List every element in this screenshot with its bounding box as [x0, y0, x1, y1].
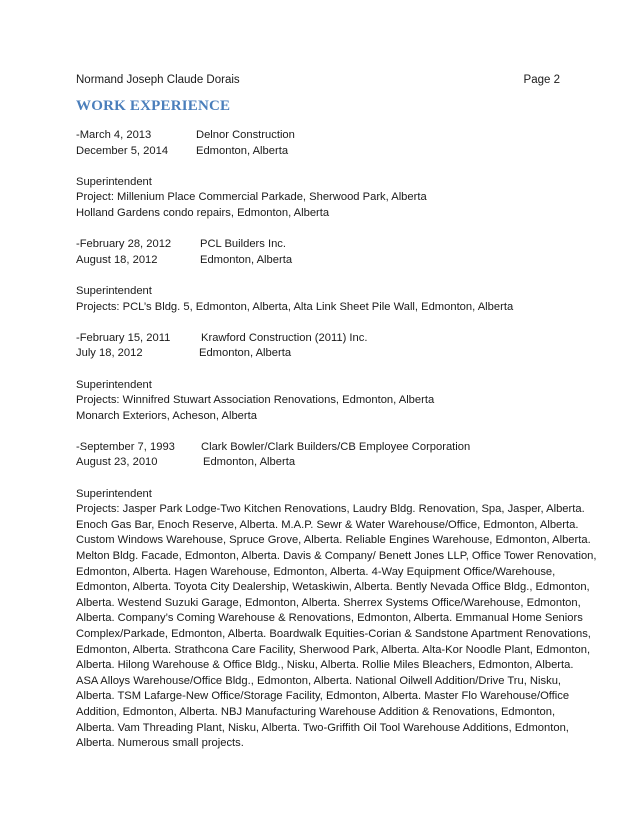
job-entry — [76, 237, 566, 315]
project-line: Edmonton, Alberta. Hagen Warehouse, Edmonton, Alberta. 4-Way Equipment Office/Warehouse, — [76, 565, 556, 578]
job-entry — [76, 331, 566, 425]
project-line: Edmonton, Alberta. Strathcona Care Facility, Sherwood Park, Alberta. Alta-Kor Noodle Plant, Edmonton, — [76, 643, 591, 656]
date-start: -February 15, 2011 — [76, 331, 171, 344]
date-end: August 18, 2012 — [76, 253, 158, 266]
project-line: Complex/Parkade, Edmonton, Alberta. Boardwalk Equities-Corian & Sandstone Apartment Renovations, — [76, 628, 591, 640]
project-line: Alberta. Westend Suzuki Garage, Edmonton, Alberta. Sherrex Systems Office/Warehouse, Edmonton, — [76, 596, 581, 609]
project-line: Projects: Winnifred Stuwart Association Renovations, Edmonton, Alberta — [76, 394, 435, 407]
project-line: Enoch Gas Bar, Enoch Reserve, Alberta. M.A.P. Sewr & Water Warehouse/Office, Edmonton, Alberta. — [76, 518, 579, 531]
project-line: Custom Windows Warehouse, Spruce Grove, Alberta. Reliable Engines Warehouse, Edmonton, Alberta. — [76, 534, 591, 547]
job-role: Superintendent — [76, 487, 152, 500]
company-name: PCL Builders Inc. — [200, 238, 287, 251]
company-location: Edmonton, Alberta — [196, 144, 289, 157]
project-line: ASA Alloys Warehouse/Office Bldg., Edmonton, Alberta. National Oilwell Addition/Drive Tru, Nisku, — [76, 674, 562, 687]
project-line: Alberta. Hilong Warehouse & Office Bldg., Nisku, Alberta. Rollie Miles Bleachers, Edmonton, Alberta. — [76, 659, 574, 672]
project-line: Alberta. TSM Lafarge-New Office/Storage Facility, Edmonton, Alberta. Master Flo Warehouse/Office — [76, 690, 570, 703]
date-row — [76, 346, 566, 362]
project-line: Projects: Jasper Park Lodge-Two Kitchen Renovations, Laudry Bldg. Renovation, Spa, Jasper, Alberta. — [76, 503, 585, 516]
project-line: Project: Millenium Place Commercial Parkade, Sherwood Park, Alberta — [76, 191, 427, 204]
date-row — [76, 440, 566, 456]
date-row — [76, 144, 566, 160]
date-row — [76, 128, 566, 144]
date-end: July 18, 2012 — [76, 347, 143, 360]
project-line: Alberta. Numerous small projects. — [76, 737, 244, 750]
company-name: Clark Bowler/Clark Builders/CB Employee Corporation — [201, 440, 471, 453]
project-line: Alberta. Vam Threading Plant, Nisku, Alberta. Two-Griffith Oil Tool Warehouse Additions, Edmonton, — [76, 721, 569, 734]
page-number: Page 2 — [523, 74, 560, 86]
date-end: December 5, 2014 — [76, 144, 169, 157]
job-entry — [76, 128, 566, 222]
date-row — [76, 455, 566, 471]
project-line: Holland Gardens condo repairs, Edmonton, Alberta — [76, 206, 330, 219]
project-line: Melton Bldg. Facade, Edmonton, Alberta. Davis & Company/ Benett Jones LLP, Office Tower Renovation, — [76, 550, 597, 563]
company-location: Edmonton, Alberta — [199, 347, 292, 360]
project-line: Monarch Exteriors, Acheson, Alberta — [76, 409, 257, 422]
date-row — [76, 237, 566, 253]
company-name: Krawford Construction (2011) Inc. — [201, 331, 368, 344]
job-entry — [76, 440, 597, 752]
work-experience-list — [76, 128, 597, 767]
section-title: WORK EXPERIENCE — [76, 98, 231, 114]
header-name: Normand Joseph Claude Dorais — [76, 74, 240, 86]
job-role: Superintendent — [76, 378, 152, 391]
job-role: Superintendent — [76, 284, 152, 297]
company-name: Delnor Construction — [196, 129, 295, 141]
date-start: -September 7, 1993 — [76, 440, 175, 453]
project-line: Edmonton, Alberta. Toyota City Dealership, Wetaskiwin, Alberta. Bently Nevada Office Bldg., Edmonton, — [76, 581, 590, 594]
date-end: August 23, 2010 — [76, 456, 158, 469]
company-location: Edmonton, Alberta — [203, 456, 296, 469]
date-start: -March 4, 2013 — [76, 129, 152, 141]
date-row — [76, 331, 566, 347]
date-start: -February 28, 2012 — [76, 238, 172, 251]
project-line: Addition, Edmonton, Alberta. NBJ Manufacturing Warehouse Addition & Renovations, Edmonton, — [76, 705, 556, 718]
project-line: Projects: PCL’s Bldg. 5, Edmonton, Alberta, Alta Link Sheet Pile Wall, Edmonton, Alberta — [76, 300, 514, 313]
job-role: Superintendent — [76, 175, 152, 188]
company-location: Edmonton, Alberta — [200, 253, 293, 266]
date-row — [76, 253, 566, 269]
project-line: Alberta. Company’s Coming Warehouse & Renovations, Edmonton, Alberta. Emmanual Home Seniors — [76, 612, 583, 625]
